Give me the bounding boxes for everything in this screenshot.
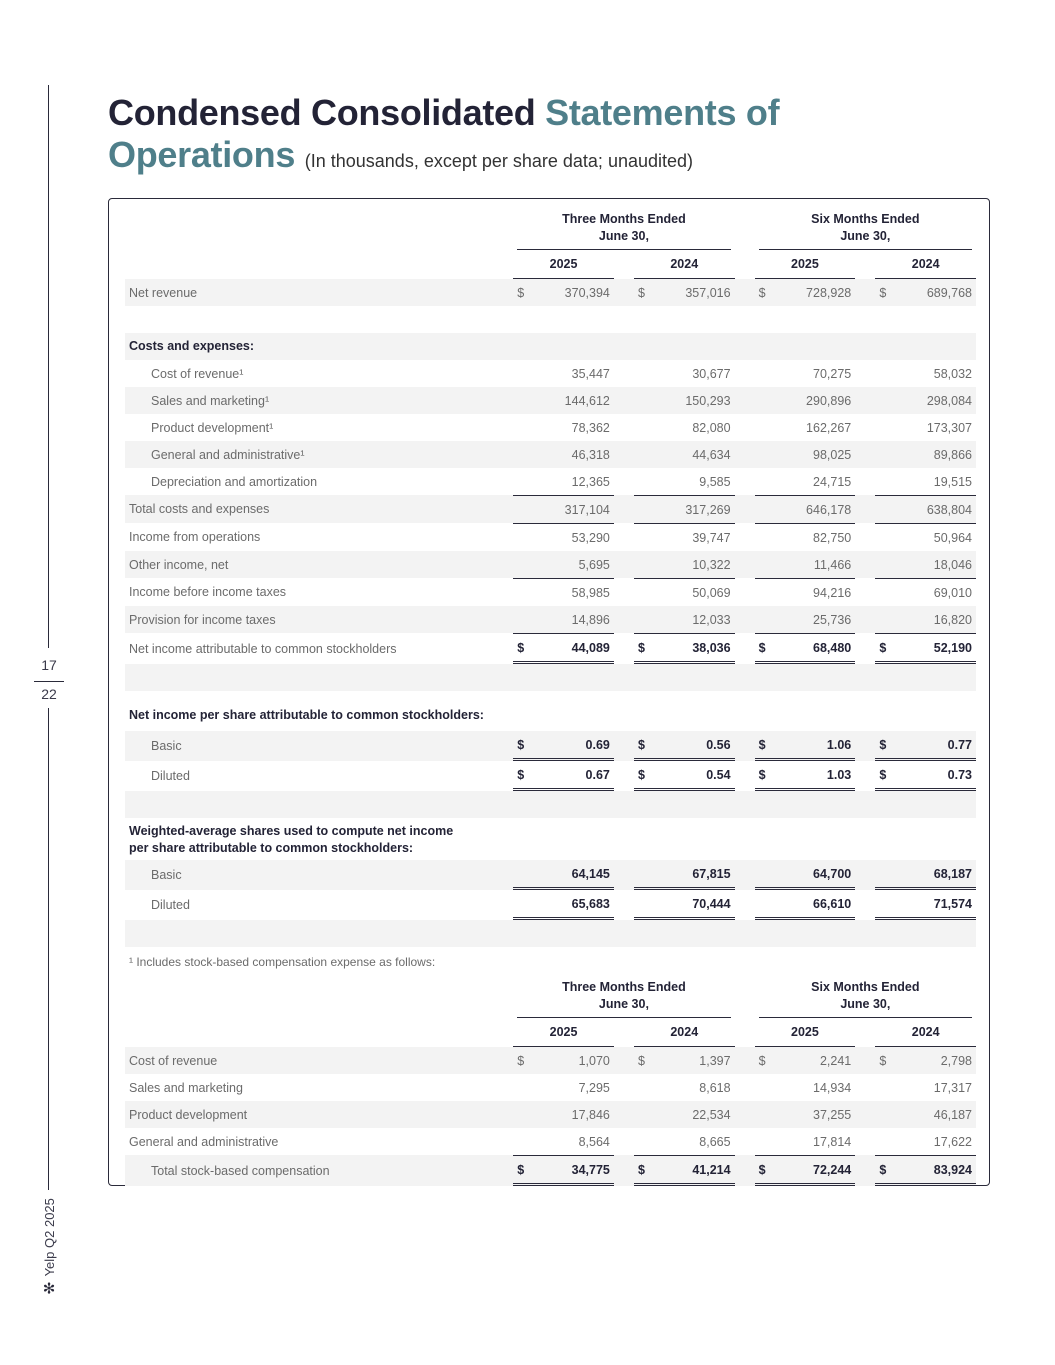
row-label: Net income attributable to common stockholders <box>129 641 397 656</box>
currency-symbol: $ <box>637 737 645 752</box>
value-cell: 11,466 <box>755 551 856 578</box>
value-cell: $ 0.69 <box>513 731 614 761</box>
value-cell: 646,178 <box>755 495 856 523</box>
table-row <box>125 1101 976 1128</box>
currency-symbol: $ <box>517 737 525 752</box>
currency-symbol: $ <box>879 285 887 300</box>
statement-card <box>108 198 990 1186</box>
value-cell: 18,046 <box>875 551 976 578</box>
row-label: Net revenue <box>125 279 513 306</box>
table-row <box>125 1128 976 1155</box>
value-cell: $ 370,394 <box>513 279 614 306</box>
year-header: 2024 <box>875 1018 976 1047</box>
page-separator <box>34 681 64 682</box>
value-cell: 67,815 <box>634 860 735 890</box>
value-cell: 53,290 <box>513 523 614 551</box>
value-cell: 71,574 <box>875 890 976 920</box>
table-row <box>125 1047 976 1074</box>
header-three-months: Three Months Ended June 30, <box>517 209 730 250</box>
statements-table <box>125 209 976 1186</box>
table-row <box>125 523 976 551</box>
currency-symbol: $ <box>637 1162 645 1177</box>
header-six-months: Six Months Ended June 30, <box>759 209 972 250</box>
table-row <box>125 414 976 441</box>
year-header: 2025 <box>755 250 856 279</box>
value-cell: 70,275 <box>813 366 852 381</box>
title-subtitle: (In thousands, except per share data; unaudited) <box>304 151 694 171</box>
table-row <box>125 551 976 578</box>
value-cell: 39,747 <box>634 523 735 551</box>
value-cell: 317,104 <box>513 495 614 523</box>
currency-symbol: $ <box>517 1053 525 1068</box>
value-cell: 9,585 <box>699 474 731 489</box>
currency-symbol: $ <box>637 1053 645 1068</box>
value-cell: 64,700 <box>755 860 856 890</box>
value-cell: $ 38,036 <box>634 633 735 664</box>
footnote: ¹ Includes stock-based compensation expense as follows: <box>129 955 436 969</box>
title-part2: Statements of Operations <box>108 92 780 175</box>
value-cell: 50,069 <box>634 578 735 606</box>
currency-symbol: $ <box>879 1162 887 1177</box>
currency-symbol: $ <box>637 640 645 655</box>
value-cell: 16,820 <box>875 606 976 633</box>
title-part1: Condensed Consolidated <box>108 92 536 133</box>
currency-symbol: $ <box>758 640 766 655</box>
value-cell: 46,318 <box>513 441 614 468</box>
header-empty <box>125 209 513 250</box>
currency-symbol: $ <box>637 285 645 300</box>
value-cell: 12,365 <box>571 474 610 489</box>
year-header: 2024 <box>634 1018 735 1047</box>
page-number-current: 17 <box>41 657 57 673</box>
value-cell: 44,634 <box>634 441 735 468</box>
value-cell: 298,084 <box>875 387 976 414</box>
row-label: Provision for income taxes <box>125 606 513 633</box>
currency-symbol: $ <box>517 285 525 300</box>
value-cell: 35,447 <box>571 366 610 381</box>
value-cell: $ 83,924 <box>875 1155 976 1186</box>
table-row <box>125 387 976 414</box>
value-cell: 25,736 <box>755 606 856 633</box>
value-cell: $ 2,798 <box>875 1047 976 1074</box>
section-header: Net income per share attributable to common stockholders: <box>129 707 484 722</box>
currency-symbol: $ <box>879 737 887 752</box>
row-label: Diluted <box>151 769 190 783</box>
value-cell: 64,145 <box>513 860 614 890</box>
value-cell: 10,322 <box>634 551 735 578</box>
value-cell: $ 72,244 <box>755 1155 856 1186</box>
brand-text: Yelp Q2 2025 <box>41 1198 57 1277</box>
row-label: Total stock-based compensation <box>125 1155 513 1186</box>
table-row <box>125 761 976 791</box>
table-row <box>125 1074 976 1101</box>
value-cell: 68,187 <box>875 860 976 890</box>
value-cell: 82,080 <box>692 420 731 435</box>
value-cell: 17,317 <box>933 1080 972 1095</box>
row-label: Cost of revenue <box>125 1047 513 1074</box>
row-label: Basic <box>125 860 513 890</box>
value-cell: $ 0.77 <box>875 731 976 761</box>
year-header: 2025 <box>755 1018 856 1047</box>
table-row <box>125 860 976 890</box>
currency-symbol: $ <box>879 1053 887 1068</box>
value-cell: $ 1,397 <box>634 1047 735 1074</box>
row-label: Total costs and expenses <box>125 495 513 523</box>
table-row <box>125 606 976 633</box>
table-row <box>125 360 976 387</box>
header-three-months: Three Months Ended June 30, <box>517 977 730 1018</box>
table-row <box>125 1155 976 1186</box>
value-cell: 8,618 <box>699 1080 731 1095</box>
value-cell: 8,564 <box>578 1134 610 1149</box>
currency-symbol: $ <box>879 640 887 655</box>
row-label: Basic <box>125 731 513 761</box>
currency-symbol: $ <box>758 737 766 752</box>
value-cell: $ 357,016 <box>634 279 735 306</box>
table-row <box>125 731 976 761</box>
value-cell: $ 0.73 <box>875 761 976 791</box>
value-cell: 14,896 <box>513 606 614 633</box>
value-cell: $ 2,241 <box>755 1047 856 1074</box>
value-cell: 58,985 <box>513 578 614 606</box>
currency-symbol: $ <box>758 1053 766 1068</box>
value-cell: 70,444 <box>634 890 735 920</box>
year-header: 2024 <box>634 250 735 279</box>
value-cell: $ 0.56 <box>634 731 735 761</box>
year-header: 2025 <box>513 1018 614 1047</box>
value-cell: 173,307 <box>926 420 972 435</box>
value-cell: 7,295 <box>578 1080 610 1095</box>
rail-line-top <box>48 85 49 648</box>
spacer-row <box>125 920 976 947</box>
row-label: Sales and marketing¹ <box>125 387 513 414</box>
row-label: Other income, net <box>125 551 513 578</box>
year-header: 2025 <box>513 250 614 279</box>
spacer-row <box>125 791 976 818</box>
row-label: Product development <box>125 1101 513 1128</box>
value-cell: 17,846 <box>513 1101 614 1128</box>
value-cell: 30,677 <box>692 366 731 381</box>
value-cell: 58,032 <box>933 366 972 381</box>
value-cell: $ 34,775 <box>513 1155 614 1186</box>
header-empty <box>125 977 513 1018</box>
currency-symbol: $ <box>517 1162 525 1177</box>
brand-footer <box>40 1198 58 1298</box>
value-cell: $ 1.03 <box>755 761 856 791</box>
value-cell: 82,750 <box>755 523 856 551</box>
value-cell: 66,610 <box>755 890 856 920</box>
value-cell: 162,267 <box>806 420 852 435</box>
rail-line-bottom <box>48 708 49 1190</box>
year-header: 2024 <box>875 250 976 279</box>
value-cell: $ 689,768 <box>875 279 976 306</box>
value-cell: $ 1,070 <box>513 1047 614 1074</box>
value-cell: $ 728,928 <box>755 279 856 306</box>
row-label: Depreciation and amortization <box>151 474 318 489</box>
table-row <box>125 441 976 468</box>
currency-symbol: $ <box>758 1162 766 1177</box>
row-label: General and administrative <box>129 1134 279 1149</box>
table-row <box>125 633 976 664</box>
value-cell: $ 52,190 <box>875 633 976 664</box>
currency-symbol: $ <box>637 767 645 782</box>
yelp-burst-icon: ✻ <box>42 1280 56 1298</box>
currency-symbol: $ <box>758 285 766 300</box>
spacer-row <box>125 664 976 691</box>
section-header: Costs and expenses: <box>125 333 976 360</box>
section-header: Weighted-average shares used to compute net income per share attributable to common stockholders: <box>129 824 454 855</box>
value-cell: 12,033 <box>634 606 735 633</box>
row-label: Sales and marketing <box>129 1080 243 1095</box>
row-label: Cost of revenue¹ <box>151 366 244 381</box>
header-six-months: Six Months Ended June 30, <box>759 977 972 1018</box>
value-cell: $ 0.54 <box>634 761 735 791</box>
value-cell: $ 41,214 <box>634 1155 735 1186</box>
value-cell: 14,934 <box>813 1080 852 1095</box>
value-cell: $ 68,480 <box>755 633 856 664</box>
value-cell: $ 44,089 <box>513 633 614 664</box>
value-cell: 17,814 <box>813 1134 852 1149</box>
page-title <box>108 92 968 182</box>
row-label: General and administrative¹ <box>125 441 513 468</box>
row-label: Product development¹ <box>151 420 274 435</box>
value-cell: 5,695 <box>513 551 614 578</box>
value-cell: 17,622 <box>933 1134 972 1149</box>
currency-symbol: $ <box>758 767 766 782</box>
value-cell: $ 0.67 <box>513 761 614 791</box>
row-label: Income from operations <box>129 530 261 544</box>
spacer-row <box>125 306 976 333</box>
value-cell: 19,515 <box>933 474 972 489</box>
table-row <box>125 279 976 306</box>
value-cell: 150,293 <box>634 387 735 414</box>
row-label: Income before income taxes <box>129 585 287 599</box>
value-cell: 8,665 <box>699 1134 731 1149</box>
table-row <box>125 495 976 523</box>
value-cell: 638,804 <box>875 495 976 523</box>
value-cell: 89,866 <box>875 441 976 468</box>
value-cell: 65,683 <box>513 890 614 920</box>
value-cell: 290,896 <box>755 387 856 414</box>
page-number-total: 22 <box>41 686 57 702</box>
value-cell: 94,216 <box>755 578 856 606</box>
currency-symbol: $ <box>517 640 525 655</box>
value-cell: 50,964 <box>875 523 976 551</box>
value-cell: 22,534 <box>634 1101 735 1128</box>
value-cell: 37,255 <box>755 1101 856 1128</box>
value-cell: 78,362 <box>571 420 610 435</box>
table-row <box>125 890 976 920</box>
value-cell: 317,269 <box>634 495 735 523</box>
value-cell: 98,025 <box>755 441 856 468</box>
value-cell: 46,187 <box>875 1101 976 1128</box>
value-cell: $ 1.06 <box>755 731 856 761</box>
value-cell: 24,715 <box>813 474 852 489</box>
value-cell: 69,010 <box>875 578 976 606</box>
table-row <box>125 468 976 495</box>
currency-symbol: $ <box>517 767 525 782</box>
row-label: Diluted <box>151 898 190 912</box>
currency-symbol: $ <box>879 767 887 782</box>
table-row <box>125 578 976 606</box>
value-cell: 144,612 <box>513 387 614 414</box>
